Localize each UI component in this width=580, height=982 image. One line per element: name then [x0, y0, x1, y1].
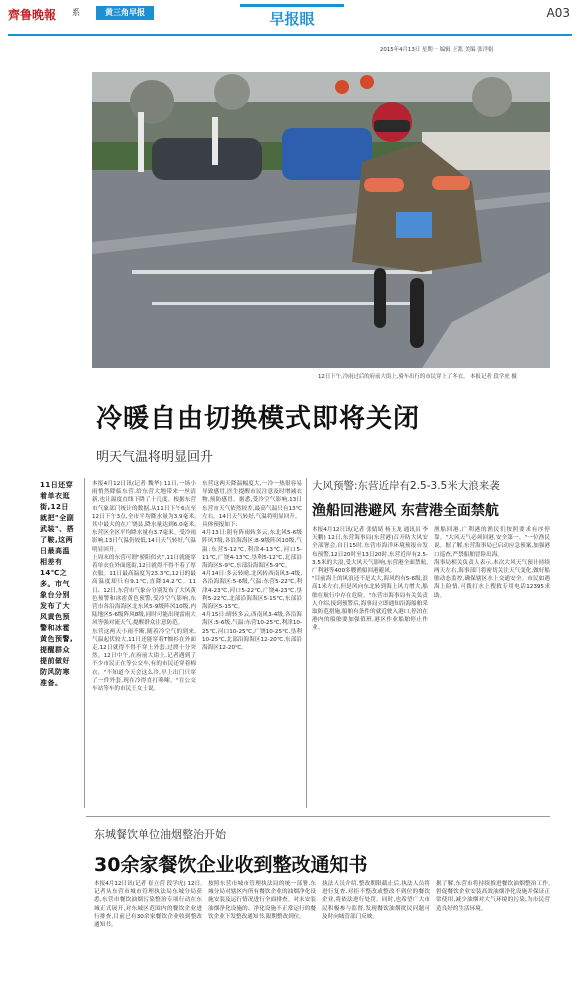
story2-title: 渔船回港避风 东营港全面禁航 — [312, 503, 499, 519]
scooter-rider-photo — [92, 72, 550, 368]
lead-sidebar: 11日还穿着单衣逛街,12日就把"全副武装"、搭了鞍,这两日最高温相差有14℃之多。市气象台分别发布了大风黄色预警和冰雹黄色预警,提醒群众提前做好防风防寒准备。 — [40, 481, 75, 687]
section-title: 早报眼 — [240, 4, 344, 30]
news-photo — [92, 72, 550, 368]
photo-caption: 12日下午,冷雨过后的府前大街上,骑车出行的市民穿上了冬衣。 本报记者 段学虎 摄 — [318, 374, 517, 380]
story3-column-3: 执法人员介绍,整改期限截止后,执法人员将进行复查,对拒不整改或整改不到位的餐饮企业,将依法进行处罚。同时,也希望广大市民积极参与监督,发现餐饮油烟扰民问题可及时向城管部门反映。 — [322, 881, 430, 920]
story3-column-2: 按照东营市城市管理执法局的统一部署,东城分局对辖区内所有餐饮企业的油烟净化设施安装及运行情况进行全面排查。对未安装油烟净化设施的、净化设施不正常运行的餐饮企业下发整改通知书,限期整改到位。 — [208, 881, 316, 920]
series-label: 系 — [72, 8, 80, 17]
lead-subhead: 明天气温将明显回升 — [96, 450, 214, 465]
page-number: A03 — [546, 6, 570, 20]
edition-badge: 黄三角早报 — [96, 6, 154, 20]
section-divider — [86, 816, 550, 817]
story3-column-1: 本报4月12日讯(记者 崔立营 段学虎) 12日,记者从东营市城市管理执法局东城分局获悉,东营市餐饮油烟污染整治专项行动在东城正式展开,对东城区范围内的餐饮企业进行排查,目前已有30余家餐饮企业收到整改通知书。 — [94, 881, 202, 929]
lead-column-1: 本报4月12日讯(记者 魏华) 11日,一场小雨悄然降临东营,给东营大地带来一丝清新,也让温度直线下降了十几度。根据东营市气象部门统计的数据,从11日下午6点至12日下午3点,全市平均降水量为3.9毫米,其中最大的在广饶县,降水量达到6.0毫米,东营区全区平均降水量有3.7毫米。受冷雨影响,13日气温仍较低,14日天气转好,气温明显回升。 上周末的东营可谓"骄阳似火",11日就能穿着单衣在外面逛街,12日就得不得不着了厚衣服。11日最高温度为23.3℃,12日的最高温度却只有9.1℃,直降14.2℃。11日、12日,东营市气象台分别发布了大风黄色预警和冰雹黄色预警,受冷空气影响,东营市各沿海海区北东风5-9级阵风10级,内陆地区5-6级阵风8级,同时可能出现雷雨大风等强对流天气,提醒群众注意防范。 东营这两天小雨不断,随着冷空气的到来,气温起伏较大,11日还能穿着T恤衫在外面走,12日就得不得不穿上外套,过渡十分突然。12日中午,在府前大街上,记者遇到了不少市民正在等公交车,有的市民还穿着棉衣。"不知道今天会这么冷,早上出门只穿了一件外套,现在冷得直打哆嗦。"在公交车站等车的市民王女士说。 — [92, 481, 196, 693]
lead-headline: 冷暖自由切换模式即将关闭 — [96, 404, 421, 434]
column-divider — [306, 478, 307, 808]
story3-title: 30余家餐饮企业收到整改通知书 — [94, 854, 368, 876]
newspaper-logo: 齊鲁晚報 — [8, 8, 57, 22]
story3-column-4: 据了解,东营市将持续推进餐饮油烟整治工作,督促餐饮企业安装高效油烟净化设施并保证正常使用,减少油烟对大气环境的污染,为市民营造良好的生活环境。 — [436, 881, 550, 912]
lead-column-2: 东营这两天降温幅度大,一冷一热很容易导致感冒,医生提醒市民注意及时增减衣物,预防感冒。据悉,受冷空气影响,13日东营市天气依然较差,最高气温只有13℃左右。14日天气转好,气温将明显回升。 具体预报如下: 4月13日:阴有阵雨转多云,东北风5-6级阵风7级,各沿海海区:8-9级阵风10级,气温:东营5-12℃,利津4-13℃,河口5-11℃,广饶4-13℃,垦利5-12℃,北部沿海海区5-9℃,东部沿海海区5-9℃。 4月14日:多云转晴,北风转西南风3-4级,各沿海海区:5-6级,气温:东营5-22℃,利津4-23℃,河口5-22℃,广饶4-23℃,垦利5-22℃,北部沿海海区5-15℃,东部沿海海区5-15℃。 4月15日:晴转多云,西南风3-4级,各沿海海区:5-6级,气温:东营10-25℃,利津10-25℃,河口10-25℃,广饶10-25℃,垦利10-25℃,北部沿海海区12-20℃,东部沿海海区12-20℃。 — [202, 481, 302, 652]
story2-column-1: 本报4月12日讯(记者 张婧婧 杨玉龙 通讯员 李天鹏) 12日,东营海事局(东营港)召开防大风安全部署会,自日15时,东营市海洋环境预报台发布预警,12日20时至13日20时,东营近岸有2.5-3.5米的大浪,受大风天气影响,东营港全面禁航,广利港等400多艘渔船回港避风。 "目前海上的风浪还不是太大,海风约有5-6级,浪高1米左右,但是风向东北转到海上风力增大,船舶在航行中存在危险。"东营市海事局有关负责人介绍,接到预警后,海事局立即通知沿海船舶采取防范措施,船舶有条件的就近驶入港口,停泊在港内的船舶要加强值班,港区作业船舶停止作业。 — [312, 527, 428, 632]
issue-meta: 2015年4月13日 星期一 编辑 王凯 美编 张洋娟 — [380, 47, 494, 53]
header-rule — [8, 34, 572, 36]
story2-kicker: 大风预警:东营近岸有2.5-3.5米大浪来袭 — [312, 480, 500, 492]
column-divider — [84, 478, 85, 808]
story3-kicker: 东城餐饮单位油烟整治开始 — [94, 828, 226, 841]
story2-column-2: 渔船回港,广利港的渔民们按照要求有序停靠。"大风天气必须回港,安全第一。"一位渔民说。据了解,东营海事局已启动应急预案,加强港口巡查,严禁船舶冒险出海。 海事局相关负责人表示,本次大风天气预计持续两天左右,海事部门将密切关注天气变化,做好船舶动态监控,确保辖区水上交通安全。市民如遇海上险情,可拨打水上搜救专用电话12395求助。 — [434, 527, 550, 599]
